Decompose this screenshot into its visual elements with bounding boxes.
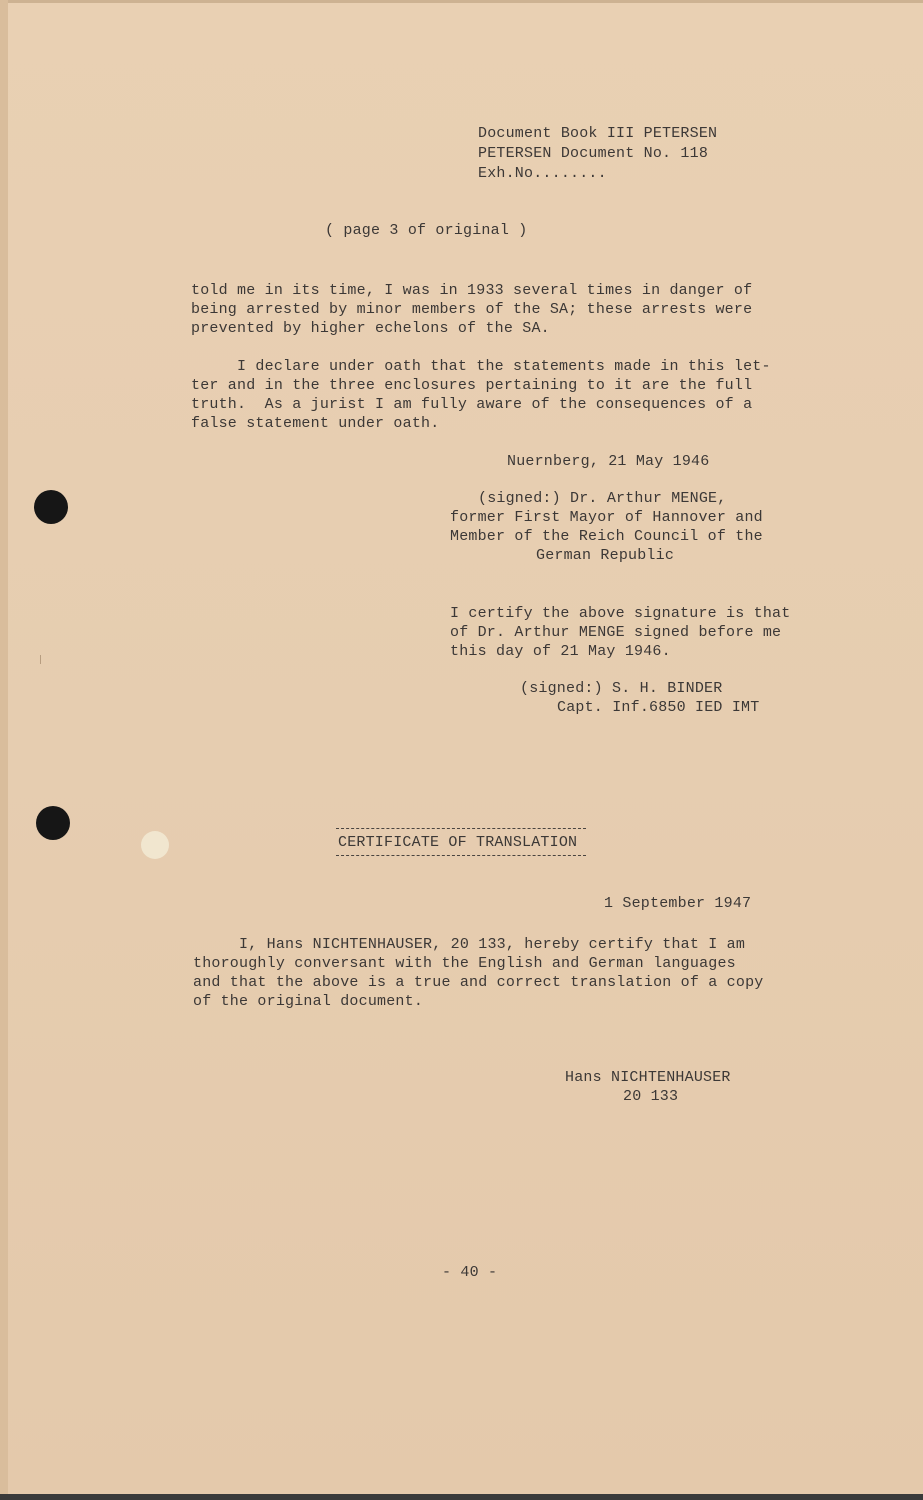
translation-certificate-title: CERTIFICATE OF TRANSLATION (338, 834, 578, 851)
body-line: truth. As a jurist I am fully aware of the consequences of a (191, 396, 753, 413)
page-of-original-note: ( page 3 of original ) (325, 222, 528, 239)
body-line: told me in its time, I was in 1933 several times in danger of (191, 282, 753, 299)
page-number: - 40 - (442, 1264, 498, 1281)
certifier-signature: (signed:) S. H. BINDER (520, 680, 723, 697)
title-rule-bottom (336, 855, 586, 856)
translator-name: Hans NICHTENHAUSER (565, 1069, 731, 1086)
punch-hole-top (34, 490, 68, 524)
body-line: false statement under oath. (191, 415, 440, 432)
translator-id: 20 133 (623, 1088, 679, 1105)
document-book-line: Document Book III PETERSEN (478, 125, 718, 142)
certification-line: of Dr. Arthur MENGE signed before me (450, 624, 782, 641)
paper-spot (141, 831, 169, 859)
translation-line: thoroughly conversant with the English and German languages (193, 955, 736, 972)
paper-top-edge (0, 0, 923, 3)
exhibit-number-line: Exh.No........ (478, 165, 607, 182)
document-number-line: PETERSEN Document No. 118 (478, 145, 709, 162)
translation-date: 1 September 1947 (604, 895, 752, 912)
body-line: ter and in the three enclosures pertaining to it are the full (191, 377, 753, 394)
title-rule-top (336, 828, 586, 829)
translation-line: I, Hans NICHTENHAUSER, 20 133, hereby certify that I am (193, 936, 746, 953)
body-line: prevented by higher echelons of the SA. (191, 320, 550, 337)
punch-hole-bottom (36, 806, 70, 840)
paper-left-edge (0, 0, 8, 1500)
signature-line: former First Mayor of Hannover and (450, 509, 763, 526)
paper-mark (40, 655, 41, 664)
body-line: being arrested by minor members of the SA; these arrests were (191, 301, 753, 318)
scanner-bottom-edge (0, 1494, 923, 1500)
certification-line: I certify the above signature is that (450, 605, 791, 622)
place-and-date: Nuernberg, 21 May 1946 (507, 453, 710, 470)
certifier-rank: Capt. Inf.6850 IED IMT (557, 699, 760, 716)
signature-line: Member of the Reich Council of the (450, 528, 763, 545)
signature-line: (signed:) Dr. Arthur MENGE, (478, 490, 727, 507)
signature-line: German Republic (536, 547, 675, 564)
translation-line: and that the above is a true and correct translation of a copy (193, 974, 764, 991)
translation-line: of the original document. (193, 993, 424, 1010)
certification-line: this day of 21 May 1946. (450, 643, 671, 660)
body-line: I declare under oath that the statements made in this let- (191, 358, 771, 375)
